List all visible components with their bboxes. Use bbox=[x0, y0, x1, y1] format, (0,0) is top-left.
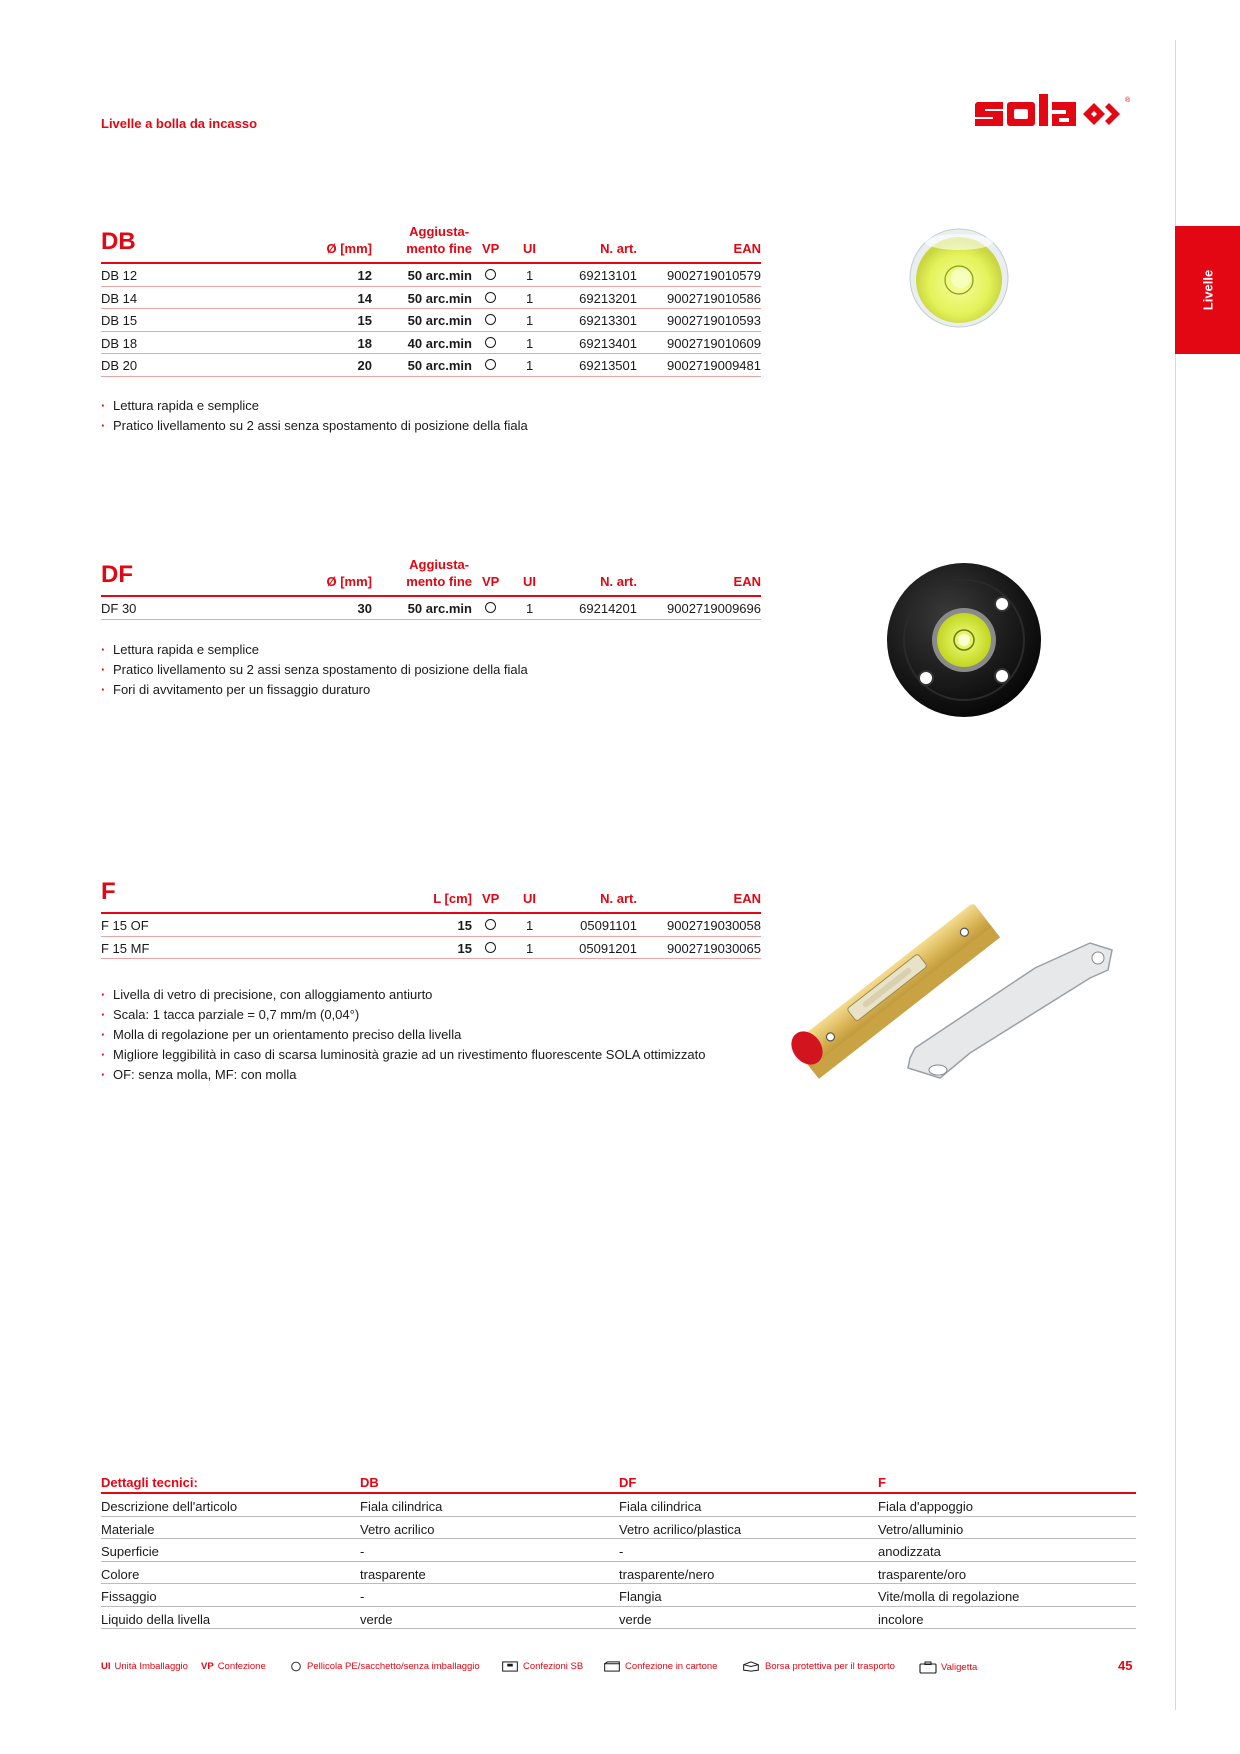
db-col-ui: UI bbox=[523, 241, 536, 256]
page-number: 45 bbox=[1118, 1658, 1133, 1673]
tech-label: Fissaggio bbox=[101, 1589, 157, 1604]
item-dim: 15 bbox=[457, 940, 472, 956]
table-row bbox=[101, 1562, 1136, 1585]
item-ean: 9002719010593 bbox=[667, 313, 761, 328]
item-name: DB 20 bbox=[101, 358, 138, 373]
vp-pe-icon bbox=[485, 313, 496, 328]
tech-f: anodizzata bbox=[878, 1544, 941, 1559]
vp-pe-icon bbox=[485, 268, 496, 283]
feature-item: · Pratico livellamento su 2 assi senza spostamento di posizione della fiala bbox=[101, 416, 528, 436]
legend-carton bbox=[603, 1661, 717, 1672]
f-col-art: N. art. bbox=[600, 891, 637, 906]
tech-label: Superficie bbox=[101, 1544, 159, 1559]
tech-label: Materiale bbox=[101, 1521, 155, 1537]
item-ean: 9002719009696 bbox=[667, 601, 761, 616]
f-col-ean: EAN bbox=[733, 891, 761, 906]
table-row bbox=[101, 332, 761, 355]
feature-item: · OF: senza molla, MF: con molla bbox=[101, 1065, 706, 1085]
sola-logo bbox=[973, 92, 1137, 134]
item-art: 05091201 bbox=[579, 940, 637, 956]
item-adj: 50 arc.min bbox=[407, 290, 472, 306]
legend-case-text: Valigetta bbox=[941, 1662, 978, 1673]
f-col-dim: L [cm] bbox=[433, 891, 472, 906]
db-col-dim: Ø [mm] bbox=[326, 241, 372, 256]
db-features bbox=[101, 396, 528, 436]
f-features bbox=[101, 985, 706, 1085]
df-level-image bbox=[884, 560, 1044, 720]
item-ean: 9002719030058 bbox=[667, 918, 761, 933]
item-ui: 1 bbox=[526, 313, 534, 328]
df-col-ui: UI bbox=[523, 574, 536, 589]
item-ean: 9002719009481 bbox=[667, 358, 761, 373]
db-col-art: N. art. bbox=[600, 241, 637, 256]
tech-db: trasparente bbox=[360, 1566, 426, 1582]
vp-pe-icon bbox=[485, 291, 496, 306]
db-col-adj-line2: mento fine bbox=[406, 241, 472, 256]
item-name: DB 15 bbox=[101, 313, 138, 328]
vp-pe-icon bbox=[485, 918, 496, 933]
item-dim: 15 bbox=[357, 313, 372, 328]
df-col-adj-line1: Aggiusta- bbox=[409, 557, 470, 572]
item-art: 69213401 bbox=[579, 335, 637, 351]
tech-db: verde bbox=[360, 1611, 393, 1627]
f-col-vp: VP bbox=[482, 891, 500, 906]
f-level-image bbox=[790, 888, 1140, 1088]
vp-pe-icon bbox=[485, 336, 496, 351]
tech-db: Vetro acrilico bbox=[360, 1521, 435, 1537]
item-dim: 12 bbox=[357, 268, 372, 283]
legend-sb bbox=[501, 1661, 583, 1672]
page-title: Livelle a bolla da incasso bbox=[101, 116, 258, 131]
legend-ui-abbr: UI bbox=[101, 1661, 111, 1672]
item-art: 69213101 bbox=[579, 268, 637, 283]
vp-pe-icon bbox=[485, 941, 496, 956]
feature-item: · Migliore leggibilità in caso di scarsa luminosità grazie ad un rivestimento fluorescente SOLA ottimizzato bbox=[101, 1045, 706, 1065]
tech-df: verde bbox=[619, 1611, 652, 1627]
tech-header-label: Dettagli tecnici: bbox=[101, 1475, 198, 1490]
f-table-header bbox=[101, 870, 761, 914]
item-ean: 9002719010579 bbox=[667, 268, 761, 283]
feature-item: · Fori di avvitamento per un fissaggio duraturo bbox=[101, 680, 528, 700]
legend-carton-text: Confezione in cartone bbox=[625, 1661, 718, 1672]
table-row bbox=[101, 1607, 1136, 1630]
vp-pe-icon bbox=[485, 601, 496, 616]
tech-f: Vetro/alluminio bbox=[878, 1521, 964, 1537]
item-dim: 14 bbox=[357, 290, 372, 306]
item-adj: 40 arc.min bbox=[407, 335, 472, 351]
item-art: 05091101 bbox=[580, 918, 637, 933]
df-col-art: N. art. bbox=[600, 574, 637, 589]
tech-db: - bbox=[360, 1589, 365, 1604]
tech-df: Vetro acrilico/plastica bbox=[619, 1521, 742, 1537]
db-table-header bbox=[101, 214, 761, 264]
item-art: 69213501 bbox=[579, 358, 637, 373]
item-ean: 9002719010586 bbox=[667, 290, 761, 306]
feature-item: · Lettura rapida e semplice bbox=[101, 396, 528, 416]
item-ean: 9002719010609 bbox=[667, 335, 761, 351]
item-ui: 1 bbox=[526, 940, 534, 956]
table-row bbox=[101, 309, 761, 332]
legend-bag-text: Borsa protettiva per il trasporto bbox=[765, 1661, 895, 1672]
table-row bbox=[101, 914, 761, 937]
legend-ui-text: Unità Imballaggio bbox=[114, 1661, 188, 1672]
f-table bbox=[101, 870, 761, 959]
item-art: 69214201 bbox=[579, 601, 637, 616]
feature-item: · Livella di vetro di precisione, con alloggiamento antiurto bbox=[101, 985, 706, 1005]
item-ui: 1 bbox=[526, 601, 534, 616]
df-col-ean: EAN bbox=[733, 574, 761, 589]
db-level-image bbox=[909, 228, 1009, 328]
feature-item: · Lettura rapida e semplice bbox=[101, 640, 528, 660]
tech-f: Fiala d'appoggio bbox=[878, 1499, 973, 1514]
item-name: DB 18 bbox=[101, 335, 138, 351]
df-features bbox=[101, 640, 528, 700]
item-name: DB 14 bbox=[101, 290, 138, 306]
item-adj: 50 arc.min bbox=[407, 601, 472, 616]
db-table bbox=[101, 214, 761, 377]
item-name: F 15 OF bbox=[101, 918, 149, 933]
df-col-dim: Ø [mm] bbox=[326, 574, 372, 589]
feature-item: · Scala: 1 tacca parziale = 0,7 mm/m (0,04°) bbox=[101, 1005, 706, 1025]
f-col-ui: UI bbox=[523, 891, 536, 906]
tech-label: Colore bbox=[101, 1566, 140, 1582]
case-icon bbox=[919, 1661, 937, 1674]
legend-case bbox=[919, 1661, 977, 1674]
vp-pe-icon bbox=[485, 358, 496, 373]
df-code: DF bbox=[101, 561, 133, 588]
protective-bag-icon bbox=[741, 1661, 761, 1672]
f-code: F bbox=[101, 878, 116, 905]
item-dim: 30 bbox=[357, 601, 372, 616]
table-row bbox=[101, 354, 761, 377]
tech-db: - bbox=[360, 1544, 365, 1559]
tech-label: Descrizione dell'articolo bbox=[101, 1499, 238, 1514]
table-row bbox=[101, 937, 761, 960]
table-row bbox=[101, 1539, 1136, 1562]
item-adj: 50 arc.min bbox=[407, 268, 472, 283]
tech-f: incolore bbox=[878, 1611, 924, 1627]
item-adj: 50 arc.min bbox=[407, 313, 472, 328]
tech-f: trasparente/oro bbox=[878, 1566, 967, 1582]
item-ean: 9002719030065 bbox=[667, 940, 761, 956]
section-tab-label: Livelle bbox=[1200, 269, 1215, 311]
tech-df: Fiala cilindrica bbox=[619, 1499, 702, 1514]
legend-ui bbox=[101, 1661, 188, 1672]
table-row bbox=[101, 1584, 1136, 1607]
item-adj: 50 arc.min bbox=[407, 358, 472, 373]
tech-f: Vite/molla di regolazione bbox=[878, 1589, 1020, 1604]
item-ui: 1 bbox=[526, 918, 534, 933]
db-code: DB bbox=[101, 228, 136, 255]
db-col-vp: VP bbox=[482, 241, 500, 256]
table-row bbox=[101, 1494, 1136, 1517]
legend-pe bbox=[289, 1661, 480, 1672]
tech-header bbox=[101, 1470, 1136, 1494]
item-ui: 1 bbox=[526, 358, 534, 373]
item-name: DF 30 bbox=[101, 601, 137, 616]
tech-details-table bbox=[101, 1470, 1136, 1629]
circle-icon bbox=[289, 1661, 303, 1672]
item-ui: 1 bbox=[526, 290, 534, 306]
tech-header-f: F bbox=[878, 1475, 886, 1490]
item-name: F 15 MF bbox=[101, 940, 150, 956]
legend-pe-text: Pellicola PE/sacchetto/senza imballaggio bbox=[307, 1661, 480, 1672]
item-dim: 20 bbox=[357, 358, 372, 373]
legend-vp-abbr: VP bbox=[201, 1661, 214, 1672]
tech-db: Fiala cilindrica bbox=[360, 1499, 443, 1514]
df-col-vp: VP bbox=[482, 574, 500, 589]
item-dim: 18 bbox=[357, 335, 372, 351]
legend-vp-text: Confezione bbox=[217, 1661, 266, 1672]
db-col-ean: EAN bbox=[733, 241, 761, 256]
db-col-adj-line1: Aggiusta- bbox=[409, 224, 470, 239]
tech-df: trasparente/nero bbox=[619, 1566, 715, 1582]
feature-item: · Pratico livellamento su 2 assi senza spostamento di posizione della fiala bbox=[101, 660, 528, 680]
tech-label: Liquido della livella bbox=[101, 1611, 211, 1627]
legend-vp bbox=[201, 1661, 266, 1672]
db-col-adj bbox=[406, 223, 472, 257]
df-table bbox=[101, 547, 761, 620]
tech-df: Flangia bbox=[619, 1589, 662, 1604]
tech-df: - bbox=[619, 1544, 624, 1559]
blister-pack-icon bbox=[501, 1661, 519, 1672]
table-row bbox=[101, 264, 761, 287]
legend-bag bbox=[741, 1661, 895, 1672]
item-name: DB 12 bbox=[101, 268, 138, 283]
tech-header-df: DF bbox=[619, 1475, 637, 1490]
df-col-adj bbox=[406, 556, 472, 590]
table-row bbox=[101, 1517, 1136, 1540]
item-art: 69213301 bbox=[579, 313, 637, 328]
item-dim: 15 bbox=[457, 918, 472, 933]
feature-item: · Molla di regolazione per un orientamento preciso della livella bbox=[101, 1025, 706, 1045]
item-art: 69213201 bbox=[579, 290, 637, 306]
tech-header-db: DB bbox=[360, 1475, 379, 1490]
section-tab bbox=[1175, 226, 1240, 354]
df-col-adj-line2: mento fine bbox=[406, 574, 472, 589]
item-ui: 1 bbox=[526, 335, 534, 351]
carton-box-icon bbox=[603, 1661, 621, 1672]
item-ui: 1 bbox=[526, 268, 534, 283]
table-row bbox=[101, 287, 761, 310]
svg-text:®: ® bbox=[1125, 97, 1131, 104]
table-row bbox=[101, 597, 761, 620]
legend-sb-text: Confezioni SB bbox=[523, 1661, 584, 1672]
df-table-header bbox=[101, 547, 761, 597]
